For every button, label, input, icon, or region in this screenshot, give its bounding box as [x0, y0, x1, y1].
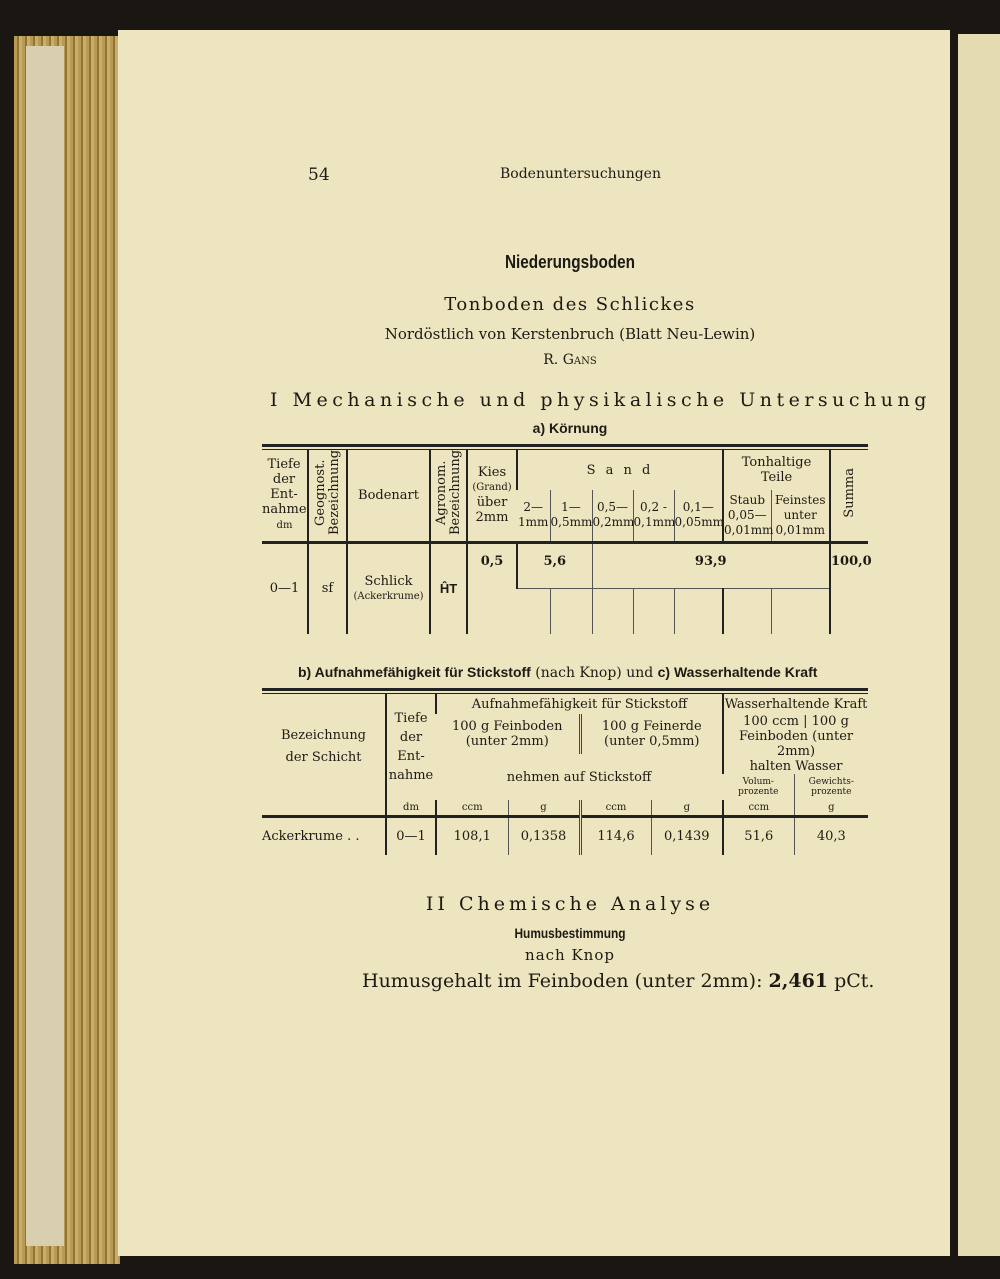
header-feinboden: 100 g Feinboden [452, 719, 563, 734]
subsection-bc: b) Aufnahmefähigkeit für Stickstoff (nach Knop) und c) Wasserhaltende Kraft [298, 664, 818, 681]
header-kies: Kies (Grand) über 2mm [467, 450, 517, 542]
book-page-edges [14, 36, 120, 1264]
header-aufnahme: Aufnahmefähigkeit für Stickstoff [436, 694, 723, 714]
cell-sand-coarse: 5,6 [517, 542, 592, 588]
cell-bodenart: Schlick (Ackerkrume) [347, 542, 430, 634]
humus-method: nach Knop [525, 946, 615, 964]
cell-fine: 93,9 [592, 542, 830, 588]
cell-v3: 114,6 [580, 817, 651, 855]
humus-result: Humusgehalt im Feinboden (unter 2mm): 2,461 pCt. [362, 970, 875, 992]
header-feinerde: 100 g Feinerde [601, 719, 702, 734]
header-bezeichnung: Bezeichnung der Schicht [280, 728, 367, 765]
subsection-koernung: a) Körnung [532, 420, 608, 436]
cell-v4: 0,1439 [651, 817, 723, 855]
header-sand-5: 0,1— 0,05mm [674, 490, 723, 542]
header-sand-3: 0,5— 0,2mm [592, 490, 633, 542]
page-number: 54 [308, 165, 330, 185]
header-wasser: Wasserhaltende Kraft [723, 694, 868, 714]
cell-tiefe2: 0—1 [386, 817, 436, 855]
header-bodenart: Bodenart [347, 450, 430, 542]
header-agronom: Agronom. Bezeichnung [430, 450, 467, 542]
header-feinstes: Feinstes unter 0,01mm [771, 490, 830, 542]
cell-kies: 0,5 [467, 542, 517, 634]
header-staub: Staub 0,05— 0,01mm [723, 490, 771, 542]
header-tiefe: Tiefe der Ent-nahme dm [262, 457, 307, 532]
header-ton: Tonhaltige Teile [723, 450, 830, 490]
cell-agronom: ĤT [430, 542, 467, 634]
header-geognost: Geognost. Bezeichnung [308, 450, 347, 542]
cell-v6: 40,3 [794, 817, 868, 855]
running-head: Bodenuntersuchungen [500, 166, 661, 182]
cell-v1: 108,1 [436, 817, 508, 855]
section-heading-2: II Chemische Analyse [425, 893, 715, 915]
book-page [118, 30, 950, 1256]
page-title: Niederungsboden [504, 252, 636, 272]
header-nehmen: nehmen auf Stickstoff [506, 769, 652, 785]
header-sand-4: 0,2 - 0,1mm [633, 490, 674, 542]
author: R. Gans [543, 352, 597, 368]
cell-tiefe: 0—1 [269, 581, 300, 597]
subtitle: Tonboden des Schlickes [444, 294, 696, 315]
cell-summa: 100,0 [830, 542, 868, 634]
header-volum: Volum-prozente [738, 777, 779, 797]
humus-title: Humusbestimmung [514, 925, 626, 941]
stickstoff-table: Bezeichnung der Schicht Tiefe der Ent-nahme Aufnahmefähigkeit für Stickstoff Wasserhaltende Kraft 100 g Feinboden (unter 2mm) 100 g Feinerde (unter 0,5mm) 100 ccm | 100 g Feinboden (unter 2mm) halten Wasser nehmen auf Stickstoff Volum-prozente Gewichts-prozente dm ccm g ccm g ccm g Ackerkrume . . 0—1 108,1 0,1358 114,6 0,1439 51,6 40,3 [262, 694, 868, 855]
header-sand-1: 2— 1mm [518, 500, 549, 530]
section-heading-1: I Mechanische und physikalische Untersuchung [270, 389, 931, 411]
header-gewichts: Gewichts-prozente [794, 774, 868, 800]
cell-geognost: sf [308, 542, 347, 634]
cell-bez: Ackerkrume . . [262, 828, 360, 844]
koernung-table [262, 450, 872, 634]
header-sand: S a n d [517, 450, 723, 490]
cell-v2: 0,1358 [508, 817, 580, 855]
cell-v5: 51,6 [723, 817, 794, 855]
header-tiefe2: Tiefe der Ent-nahme [386, 694, 436, 800]
header-summa: Summa [830, 450, 868, 542]
location: Nordöstlich von Kerstenbruch (Blatt Neu-Lewin) [384, 325, 756, 343]
next-page-edge [958, 34, 1000, 1256]
header-sand-2: 1— 0,5mm [550, 490, 592, 542]
